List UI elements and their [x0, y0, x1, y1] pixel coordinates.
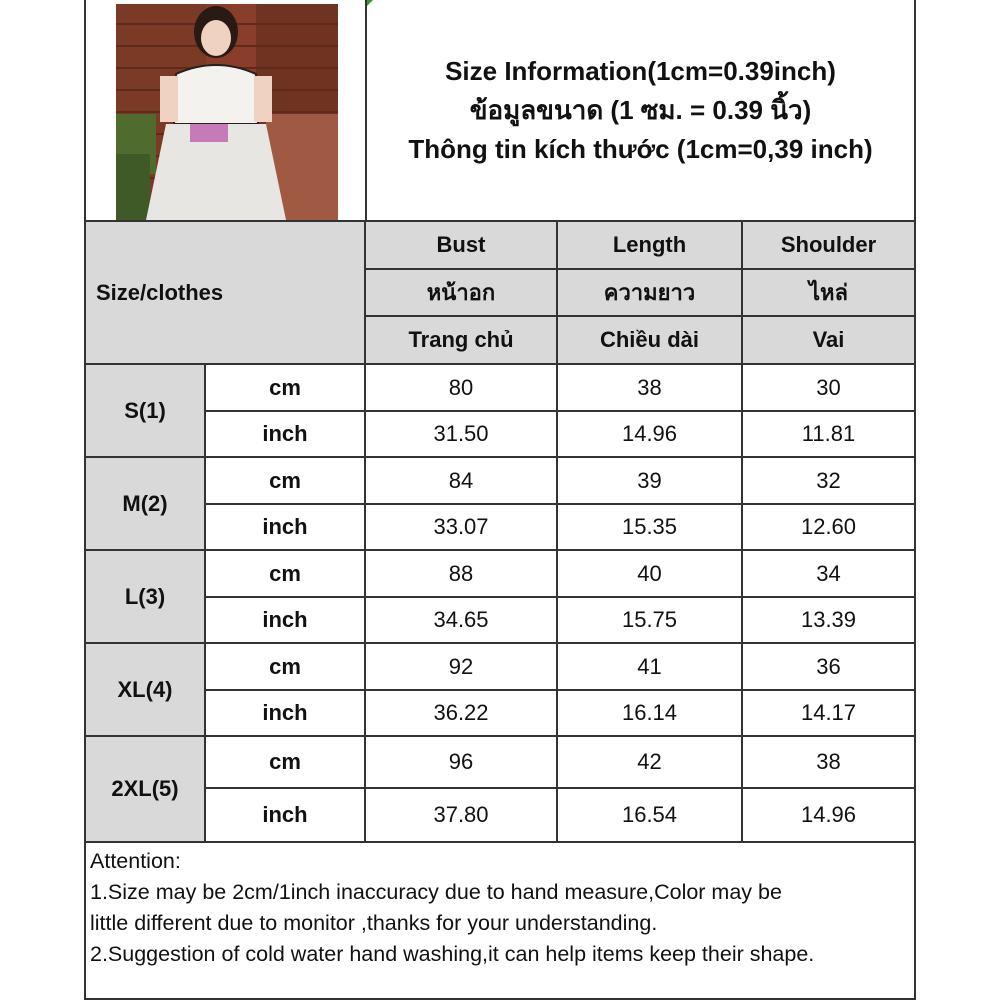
table-cell: 36.22 [365, 690, 557, 736]
unit-label: inch [205, 504, 365, 550]
title-thai: ข้อมูลขนาด (1 ซม. = 0.39 นิ้ว) [469, 94, 812, 125]
corner-marker [367, 0, 373, 6]
table-cell: 40 [557, 550, 742, 597]
unit-label: inch [205, 690, 365, 736]
table-row [86, 597, 914, 643]
unit-label: cm [205, 457, 365, 504]
unit-label: cm [205, 643, 365, 690]
table-cell: 13.39 [742, 597, 914, 643]
col-bust-th: หน้าอก [365, 269, 557, 316]
table-cell: 14.96 [742, 788, 914, 842]
unit-label: inch [205, 411, 365, 457]
table-row [86, 788, 914, 842]
table-cell: 33.07 [365, 504, 557, 550]
table-cell: 84 [365, 457, 557, 504]
table-cell: 34.65 [365, 597, 557, 643]
table-row [86, 643, 914, 690]
unit-label: cm [205, 364, 365, 411]
notes-line-1: 1.Size may be 2cm/1inch inaccuracy due to hand measure,Color may be [90, 880, 782, 904]
title-vietnamese: Thông tin kích thước (1cm=0,39 inch) [408, 133, 873, 164]
table-row [86, 690, 914, 736]
col-shoulder-en: Shoulder [742, 222, 914, 269]
size-label: S(1) [86, 364, 205, 457]
attention-notes [90, 846, 910, 970]
size-information-header [367, 0, 914, 222]
model-photo-image [116, 4, 338, 220]
table-row [86, 364, 914, 411]
notes-line-3: 2.Suggestion of cold water hand washing,it can help items keep their shape. [90, 942, 815, 966]
table-row [86, 411, 914, 457]
size-label: 2XL(5) [86, 736, 205, 842]
table-cell: 39 [557, 457, 742, 504]
corner-label: Size/clothes [86, 222, 365, 364]
col-shoulder-vi: Vai [742, 316, 914, 364]
unit-label: inch [205, 597, 365, 643]
table-cell: 36 [742, 643, 914, 690]
size-label: L(3) [86, 550, 205, 643]
unit-label: inch [205, 788, 365, 842]
table-cell: 16.54 [557, 788, 742, 842]
table-cell: 37.80 [365, 788, 557, 842]
notes-line-2: little different due to monitor ,thanks for your understanding. [90, 911, 658, 935]
size-label: M(2) [86, 457, 205, 550]
table-row [86, 550, 914, 597]
table-row [86, 736, 914, 788]
notes-heading: Attention: [90, 849, 181, 873]
col-length-en: Length [557, 222, 742, 269]
col-bust-en: Bust [365, 222, 557, 269]
col-shoulder-th: ไหล่ [742, 269, 914, 316]
table-cell: 15.35 [557, 504, 742, 550]
size-table [86, 222, 914, 843]
unit-label: cm [205, 550, 365, 597]
column-header-row-en [86, 222, 914, 269]
table-cell: 14.96 [557, 411, 742, 457]
table-cell: 34 [742, 550, 914, 597]
table-cell: 41 [557, 643, 742, 690]
unit-label: cm [205, 736, 365, 788]
table-row [86, 504, 914, 550]
table-cell: 31.50 [365, 411, 557, 457]
product-photo [86, 0, 367, 222]
table-cell: 92 [365, 643, 557, 690]
table-row [86, 457, 914, 504]
col-length-vi: Chiều dài [557, 316, 742, 364]
table-cell: 42 [557, 736, 742, 788]
table-cell: 15.75 [557, 597, 742, 643]
size-label: XL(4) [86, 643, 205, 736]
table-cell: 16.14 [557, 690, 742, 736]
table-cell: 88 [365, 550, 557, 597]
table-cell: 30 [742, 364, 914, 411]
table-cell: 96 [365, 736, 557, 788]
size-chart [84, 0, 916, 1000]
title-english: Size Information(1cm=0.39inch) [445, 55, 836, 86]
table-cell: 38 [557, 364, 742, 411]
table-cell: 11.81 [742, 411, 914, 457]
table-cell: 14.17 [742, 690, 914, 736]
table-cell: 12.60 [742, 504, 914, 550]
table-cell: 38 [742, 736, 914, 788]
table-cell: 32 [742, 457, 914, 504]
col-length-th: ความยาว [557, 269, 742, 316]
table-cell: 80 [365, 364, 557, 411]
col-bust-vi: Trang chủ [365, 316, 557, 364]
